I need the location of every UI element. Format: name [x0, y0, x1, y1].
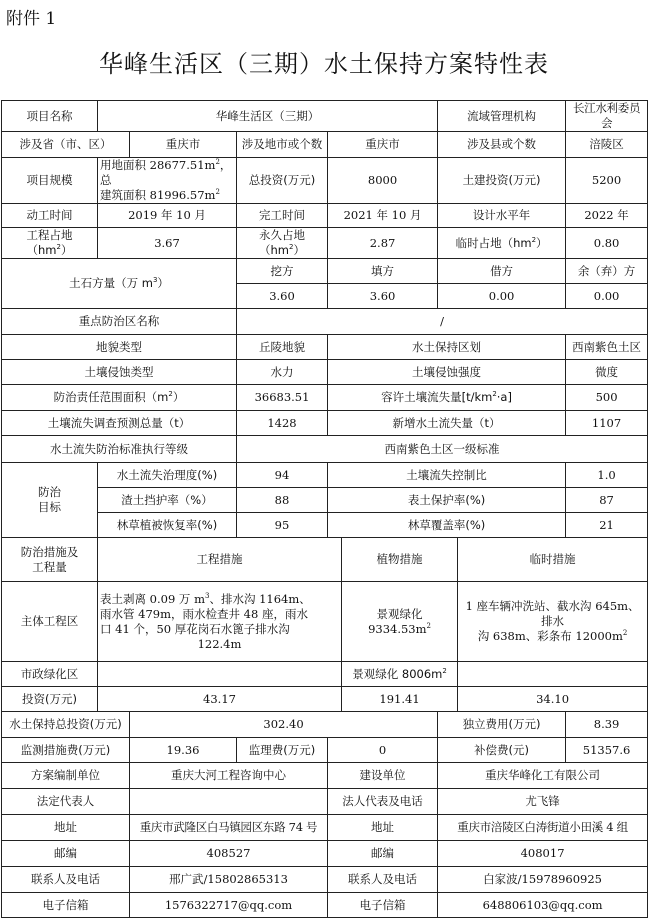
eng-measures-label: 工程措施 — [98, 538, 342, 582]
city-label: 涉及地市或个数 — [237, 132, 328, 158]
row-fees — [2, 738, 648, 763]
contact-label: 联系人及电话 — [2, 867, 130, 893]
erosion-type-label: 土壤侵蚀类型 — [2, 360, 237, 385]
row-schedule — [2, 204, 648, 228]
end-value: 2021 年 10 月 — [328, 204, 438, 228]
scale-value: 用地面积 $28677.51m^2$，总 建筑面积 $81996.57m^2$ — [98, 158, 237, 204]
earthwork-label: 土石方量（万 $m^3$） — [2, 259, 237, 309]
target-restore-value: 95 — [237, 513, 328, 538]
basin-label: 流域管理机构 — [438, 101, 566, 132]
row-legal — [2, 789, 648, 815]
allow-loss-value: 500 — [566, 385, 648, 411]
muni-temp-measures — [458, 662, 648, 687]
address-value: 重庆市武隆区白马镇园区东路 74 号 — [130, 815, 328, 841]
legal-phone-value: 尤飞锋 — [438, 789, 648, 815]
main-plant-measures: 景观绿化 $9334.53m^2$ — [342, 582, 458, 662]
row-loss-total — [2, 411, 648, 436]
muni-zone-label: 市政绿化区 — [2, 662, 98, 687]
compensation-value: 51357.6 — [566, 738, 648, 763]
row-region — [2, 132, 648, 158]
address2-value: 重庆市涪陵区白涛街道小田溪 4 组 — [438, 815, 648, 841]
target-slag-value: 88 — [237, 488, 328, 513]
targets-label: 防治 目标 — [2, 463, 98, 538]
row-key-zone — [2, 309, 648, 335]
legal-value — [130, 789, 328, 815]
row-measure-invest — [2, 687, 648, 712]
erosion-intensity-value: 微度 — [566, 360, 648, 385]
monitor-value: 19.36 — [130, 738, 237, 763]
standard-value: 西南紫色土区一级标准 — [237, 436, 648, 463]
muni-eng-measures — [98, 662, 342, 687]
total-invest-value: 302.40 — [130, 712, 438, 738]
legal-label: 法定代表人 — [2, 789, 130, 815]
start-label: 动工时间 — [2, 204, 98, 228]
civil-invest-value: 5200 — [566, 158, 648, 204]
row-erosion — [2, 360, 648, 385]
email2-value: 648806103@qq.com — [438, 893, 648, 918]
row-main-zone — [2, 582, 648, 662]
compiler-label: 方案编制单位 — [2, 763, 130, 789]
row-zip — [2, 841, 648, 867]
target-cover-label: 林草覆盖率(%) — [328, 513, 566, 538]
spoil-value: 0.00 — [566, 284, 648, 309]
row-target-3 — [2, 513, 648, 538]
email2-label: 电子信箱 — [328, 893, 438, 918]
target-cover-value: 21 — [566, 513, 648, 538]
measures-label: 防治措施及 工程量 — [2, 538, 98, 582]
address-label: 地址 — [2, 815, 130, 841]
landform-value: 丘陵地貌 — [237, 335, 328, 360]
characteristics-table — [1, 100, 648, 918]
county-label: 涉及县或个数 — [438, 132, 566, 158]
row-contact — [2, 867, 648, 893]
resp-area-value: 36683.51 — [237, 385, 328, 411]
zip2-value: 408017 — [438, 841, 648, 867]
monitor-label: 监测措施费(万元) — [2, 738, 130, 763]
target-control-value: 1.0 — [566, 463, 648, 488]
compiler-value: 重庆大河工程咨询中心 — [130, 763, 328, 789]
row-target-1 — [2, 463, 648, 488]
cut-label: 挖方 — [237, 259, 328, 284]
resp-area-label: 防治责任范围面积$(m^2)$ — [2, 385, 237, 411]
compensation-label: 补偿费(元) — [438, 738, 566, 763]
allow-loss-label: 容许土壤流失量$[t/km^2\cdot a]$ — [328, 385, 566, 411]
standard-label: 水土流失防治标准执行等级 — [2, 436, 237, 463]
perm-land-value: 2.87 — [328, 228, 438, 259]
invest-temp-value: 34.10 — [458, 687, 648, 712]
scale-label: 项目规模 — [2, 158, 98, 204]
land-label: 工程占地$(hm^2)$ — [2, 228, 98, 259]
row-muni-zone — [2, 662, 648, 687]
cut-value: 3.60 — [237, 284, 328, 309]
city-value: 重庆市 — [328, 132, 438, 158]
row-earthwork-head — [2, 259, 648, 284]
row-project-name — [2, 101, 648, 132]
land-value: 3.67 — [98, 228, 237, 259]
key-zone-value: / — [237, 309, 648, 335]
borrow-label: 借方 — [438, 259, 566, 284]
province-label: 涉及省（市、区） — [2, 132, 130, 158]
survey-total-value: 1428 — [237, 411, 328, 436]
total-invest-label: 水土保持总投资(万元) — [2, 712, 130, 738]
invest-plant-value: 191.41 — [342, 687, 458, 712]
end-label: 完工时间 — [237, 204, 328, 228]
attachment-label: 附件 1 — [6, 9, 57, 29]
design-year-value: 2022 年 — [566, 204, 648, 228]
survey-total-label: 土壤流失调查预测总量（t） — [2, 411, 237, 436]
indep-label: 独立费用(万元) — [438, 712, 566, 738]
spoil-label: 余（弃）方 — [566, 259, 648, 284]
main-temp-measures: 1 座车辆冲洗站、截水沟 645m、排水 沟 638m、彩条布 $12000m^2$ — [458, 582, 648, 662]
builder-value: 重庆华峰化工有限公司 — [438, 763, 648, 789]
division-value: 西南紫色土区 — [566, 335, 648, 360]
target-slag-label: 渣土挡护率（%） — [98, 488, 237, 513]
temp-land-value: 0.80 — [566, 228, 648, 259]
division-label: 水土保持区划 — [328, 335, 566, 360]
indep-value: 8.39 — [566, 712, 648, 738]
row-address — [2, 815, 648, 841]
supervise-label: 监理费(万元) — [237, 738, 328, 763]
page-title: 华峰生活区（三期）水土保持方案特性表 — [99, 50, 549, 78]
start-value: 2019 年 10 月 — [98, 204, 237, 228]
target-restore-label: 林草植被恢复率(%) — [98, 513, 237, 538]
design-year-label: 设计水平年 — [438, 204, 566, 228]
email-label: 电子信箱 — [2, 893, 130, 918]
perm-land-label: 永久占地$(hm^2)$ — [237, 228, 328, 259]
fill-label: 填方 — [328, 259, 438, 284]
row-total-invest — [2, 712, 648, 738]
target-control-label: 土壤流失控制比 — [328, 463, 566, 488]
target-topsoil-value: 87 — [566, 488, 648, 513]
row-landform — [2, 335, 648, 360]
row-scale — [2, 158, 648, 204]
row-resp-area — [2, 385, 648, 411]
target-governance-value: 94 — [237, 463, 328, 488]
row-target-2 — [2, 488, 648, 513]
temp-land-label: 临时占地$(hm^2)$ — [438, 228, 566, 259]
civil-invest-label: 土建投资(万元) — [438, 158, 566, 204]
borrow-value: 0.00 — [438, 284, 566, 309]
main-zone-label: 主体工程区 — [2, 582, 98, 662]
builder-label: 建设单位 — [328, 763, 438, 789]
row-standard — [2, 436, 648, 463]
temp-measures-label: 临时措施 — [458, 538, 648, 582]
supervise-value: 0 — [328, 738, 438, 763]
row-compiler — [2, 763, 648, 789]
erosion-type-value: 水力 — [237, 360, 328, 385]
contact2-label: 联系人及电话 — [328, 867, 438, 893]
contact2-value: 白家波/15978960925 — [438, 867, 648, 893]
measure-invest-label: 投资(万元) — [2, 687, 98, 712]
invest-eng-value: 43.17 — [98, 687, 342, 712]
basin-value: 长江水利委员会 — [566, 101, 648, 132]
row-measures-head — [2, 538, 648, 582]
row-land — [2, 228, 648, 259]
muni-plant-measures: 景观绿化 $8006m^2$ — [342, 662, 458, 687]
contact-value: 邢广武/15802865313 — [130, 867, 328, 893]
invest-label: 总投资(万元) — [237, 158, 328, 204]
target-topsoil-label: 表土保护率(%) — [328, 488, 566, 513]
invest-value: 8000 — [328, 158, 438, 204]
new-loss-value: 1107 — [566, 411, 648, 436]
legal-phone-label: 法人代表及电话 — [328, 789, 438, 815]
row-email — [2, 893, 648, 918]
target-governance-label: 水土流失治理度(%) — [98, 463, 237, 488]
project-name: 华峰生活区（三期） — [98, 101, 438, 132]
main-eng-measures: 表土剥离 0.09 万 $m^3$、排水沟 1164m、 雨水管 479m，雨水检查井 48 座，雨水 口 41 个，50 厚花岗石水篦子排水沟 122.4m — [98, 582, 342, 662]
province-value: 重庆市 — [130, 132, 237, 158]
zip-value: 408527 — [130, 841, 328, 867]
new-loss-label: 新增水土流失量（t） — [328, 411, 566, 436]
project-name-label: 项目名称 — [2, 101, 98, 132]
landform-label: 地貌类型 — [2, 335, 237, 360]
plant-measures-label: 植物措施 — [342, 538, 458, 582]
address2-label: 地址 — [328, 815, 438, 841]
county-value: 涪陵区 — [566, 132, 648, 158]
fill-value: 3.60 — [328, 284, 438, 309]
email-value: 1576322717@qq.com — [130, 893, 328, 918]
erosion-intensity-label: 土壤侵蚀强度 — [328, 360, 566, 385]
key-zone-label: 重点防治区名称 — [2, 309, 237, 335]
zip2-label: 邮编 — [328, 841, 438, 867]
zip-label: 邮编 — [2, 841, 130, 867]
